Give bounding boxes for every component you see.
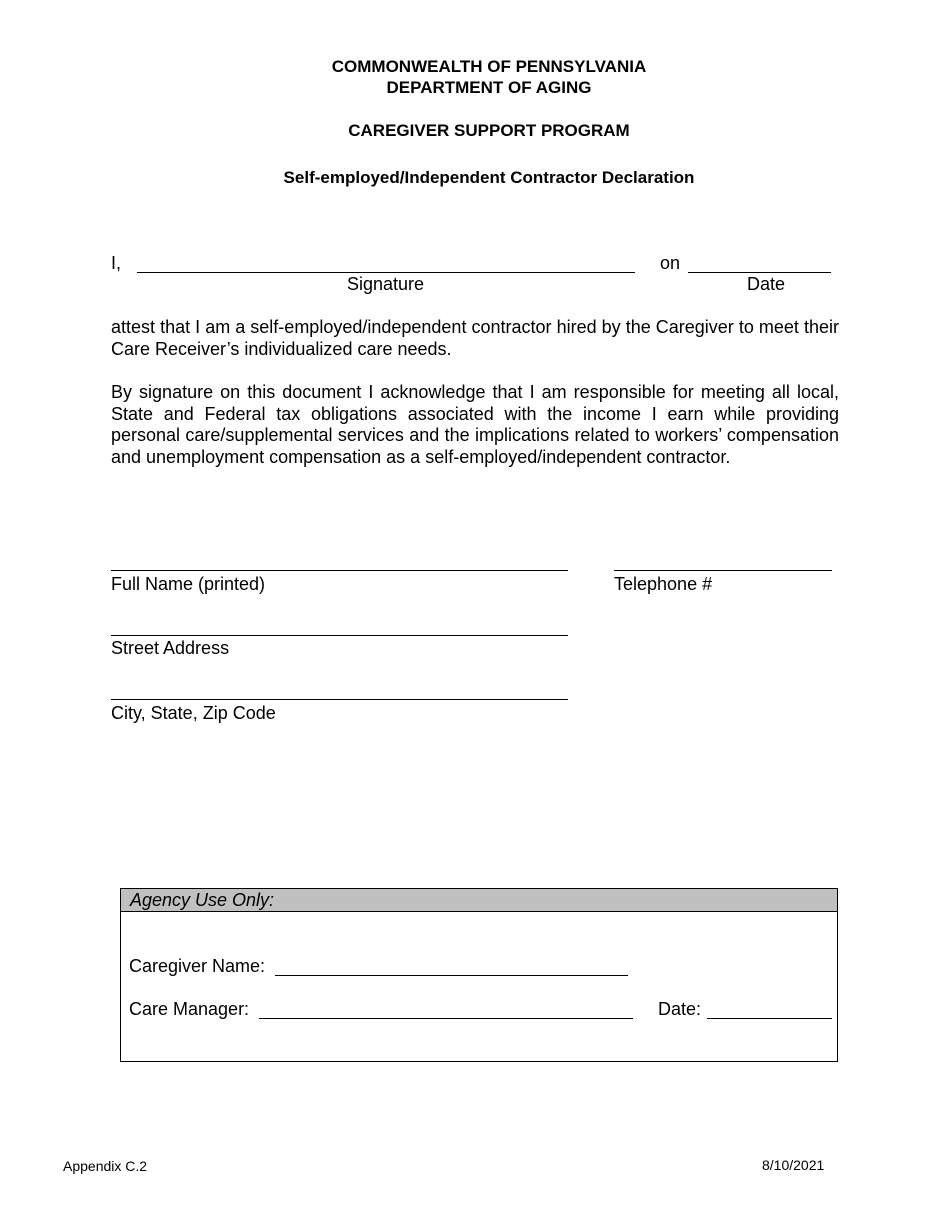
care-manager-line[interactable]	[259, 1018, 633, 1019]
care-manager-label: Care Manager:	[129, 999, 250, 1019]
agency-date-line[interactable]	[707, 1018, 832, 1019]
revision-date: 8/10/2021	[762, 1157, 825, 1173]
telephone-label: Telephone #	[614, 574, 713, 594]
attestation-paragraph: attest that I am a self-employed/independent contractor hired by the Caregiver to meet their Care Receiver’s individualized care needs.	[111, 317, 839, 359]
agency-use-heading: Agency Use Only:	[130, 890, 275, 910]
date-label: Date	[747, 274, 786, 294]
agency-use-header	[121, 889, 837, 912]
header-commonwealth: COMMONWEALTH OF PENNSYLVANIA	[331, 57, 647, 76]
signature-line[interactable]	[137, 272, 635, 273]
acknowledgement-paragraph: By signature on this document I acknowledge that I am responsible for meeting all local, State and Federal tax obligations associated with the income I earn while providing personal care/supplemental services and the implications related to workers’ compensation and unemployment compensation as a self-employed/independent contractor.	[111, 382, 839, 467]
agency-use-box	[120, 888, 838, 1062]
full-name-label: Full Name (printed)	[111, 574, 266, 594]
signature-date-line[interactable]	[688, 272, 831, 273]
on-label: on	[660, 253, 681, 273]
appendix-label: Appendix C.2	[63, 1158, 148, 1174]
city-state-zip-label: City, State, Zip Code	[111, 703, 276, 723]
street-address-label: Street Address	[111, 638, 230, 658]
signature-label: Signature	[347, 274, 425, 294]
street-address-line[interactable]	[111, 635, 568, 636]
agency-date-label: Date:	[658, 999, 702, 1019]
header-program: CAREGIVER SUPPORT PROGRAM	[348, 121, 630, 140]
header-department: DEPARTMENT OF AGING	[386, 78, 592, 97]
full-name-line[interactable]	[111, 570, 568, 571]
city-state-zip-line[interactable]	[111, 699, 568, 700]
telephone-line[interactable]	[614, 570, 832, 571]
caregiver-name-label: Caregiver Name:	[129, 956, 266, 976]
caregiver-name-line[interactable]	[275, 975, 628, 976]
signature-prefix: I,	[111, 253, 122, 273]
document-title: Self-employed/Independent Contractor Declaration	[283, 168, 695, 187]
